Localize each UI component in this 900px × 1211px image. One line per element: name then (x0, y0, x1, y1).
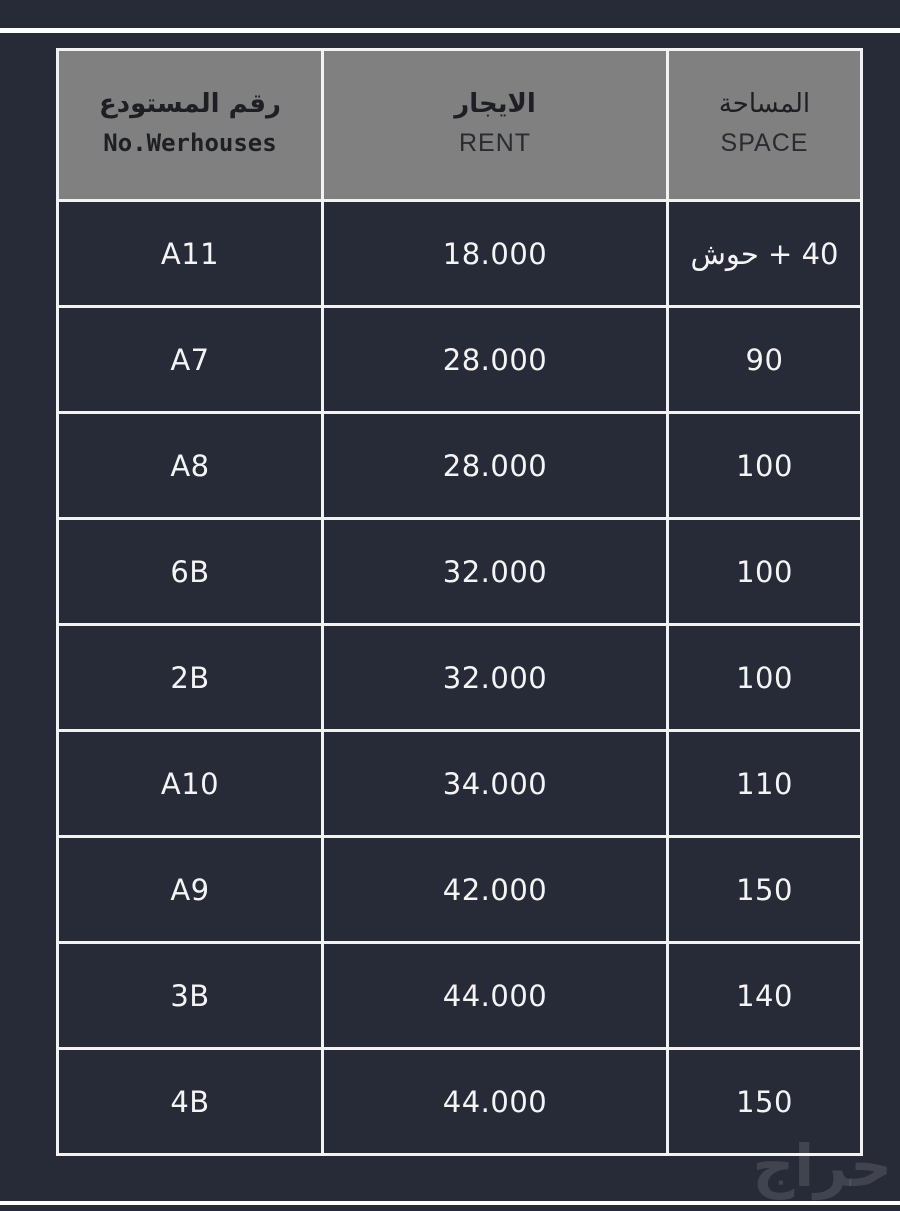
cell-space: 90 (668, 307, 862, 413)
header-warehouse-no (58, 50, 323, 201)
cell-rent: 34.000 (323, 731, 668, 837)
cell-space: 140 (668, 943, 862, 1049)
table-row (58, 413, 862, 519)
table-row (58, 625, 862, 731)
header-space (668, 50, 862, 201)
header-warehouse-no-ar: رقم المستودع (98, 89, 281, 119)
table-row (58, 943, 862, 1049)
table-row (58, 307, 862, 413)
cell-rent: 44.000 (323, 943, 668, 1049)
cell-space: 150 (668, 837, 862, 943)
cell-space: 40 + حوش (668, 201, 862, 307)
cell-rent: 18.000 (323, 201, 668, 307)
table-header-row (58, 50, 862, 201)
table-row (58, 519, 862, 625)
cell-warehouse-no: 3B (58, 943, 323, 1049)
cell-rent: 42.000 (323, 837, 668, 943)
cell-rent: 28.000 (323, 413, 668, 519)
cell-warehouse-no: A10 (58, 731, 323, 837)
cell-rent: 28.000 (323, 307, 668, 413)
cell-space: 100 (668, 625, 862, 731)
top-rule (0, 28, 900, 33)
cell-warehouse-no: A7 (58, 307, 323, 413)
cell-warehouse-no: 2B (58, 625, 323, 731)
cell-space: 110 (668, 731, 862, 837)
header-space-en: SPACE (720, 129, 809, 157)
cell-warehouse-no: A11 (58, 201, 323, 307)
bottom-rule (0, 1201, 900, 1205)
cell-warehouse-no: 4B (58, 1049, 323, 1155)
table-row (58, 1049, 862, 1155)
cell-warehouse-no: A8 (58, 413, 323, 519)
cell-space: 150 (668, 1049, 862, 1155)
warehouse-price-table (56, 48, 863, 1156)
header-space-ar: المساحة (718, 89, 811, 119)
cell-rent: 32.000 (323, 625, 668, 731)
header-rent-ar: الايجار (454, 89, 536, 119)
cell-warehouse-no: 6B (58, 519, 323, 625)
haraj-watermark-logo: حراج (752, 1132, 892, 1200)
cell-warehouse-no: A9 (58, 837, 323, 943)
header-warehouse-no-en: No.Werhouses (103, 129, 277, 157)
header-rent-en: RENT (458, 129, 532, 157)
cell-rent: 32.000 (323, 519, 668, 625)
table-row (58, 837, 862, 943)
table-row (58, 731, 862, 837)
table-row (58, 201, 862, 307)
header-rent (323, 50, 668, 201)
cell-space: 100 (668, 413, 862, 519)
cell-space: 100 (668, 519, 862, 625)
cell-rent: 44.000 (323, 1049, 668, 1155)
